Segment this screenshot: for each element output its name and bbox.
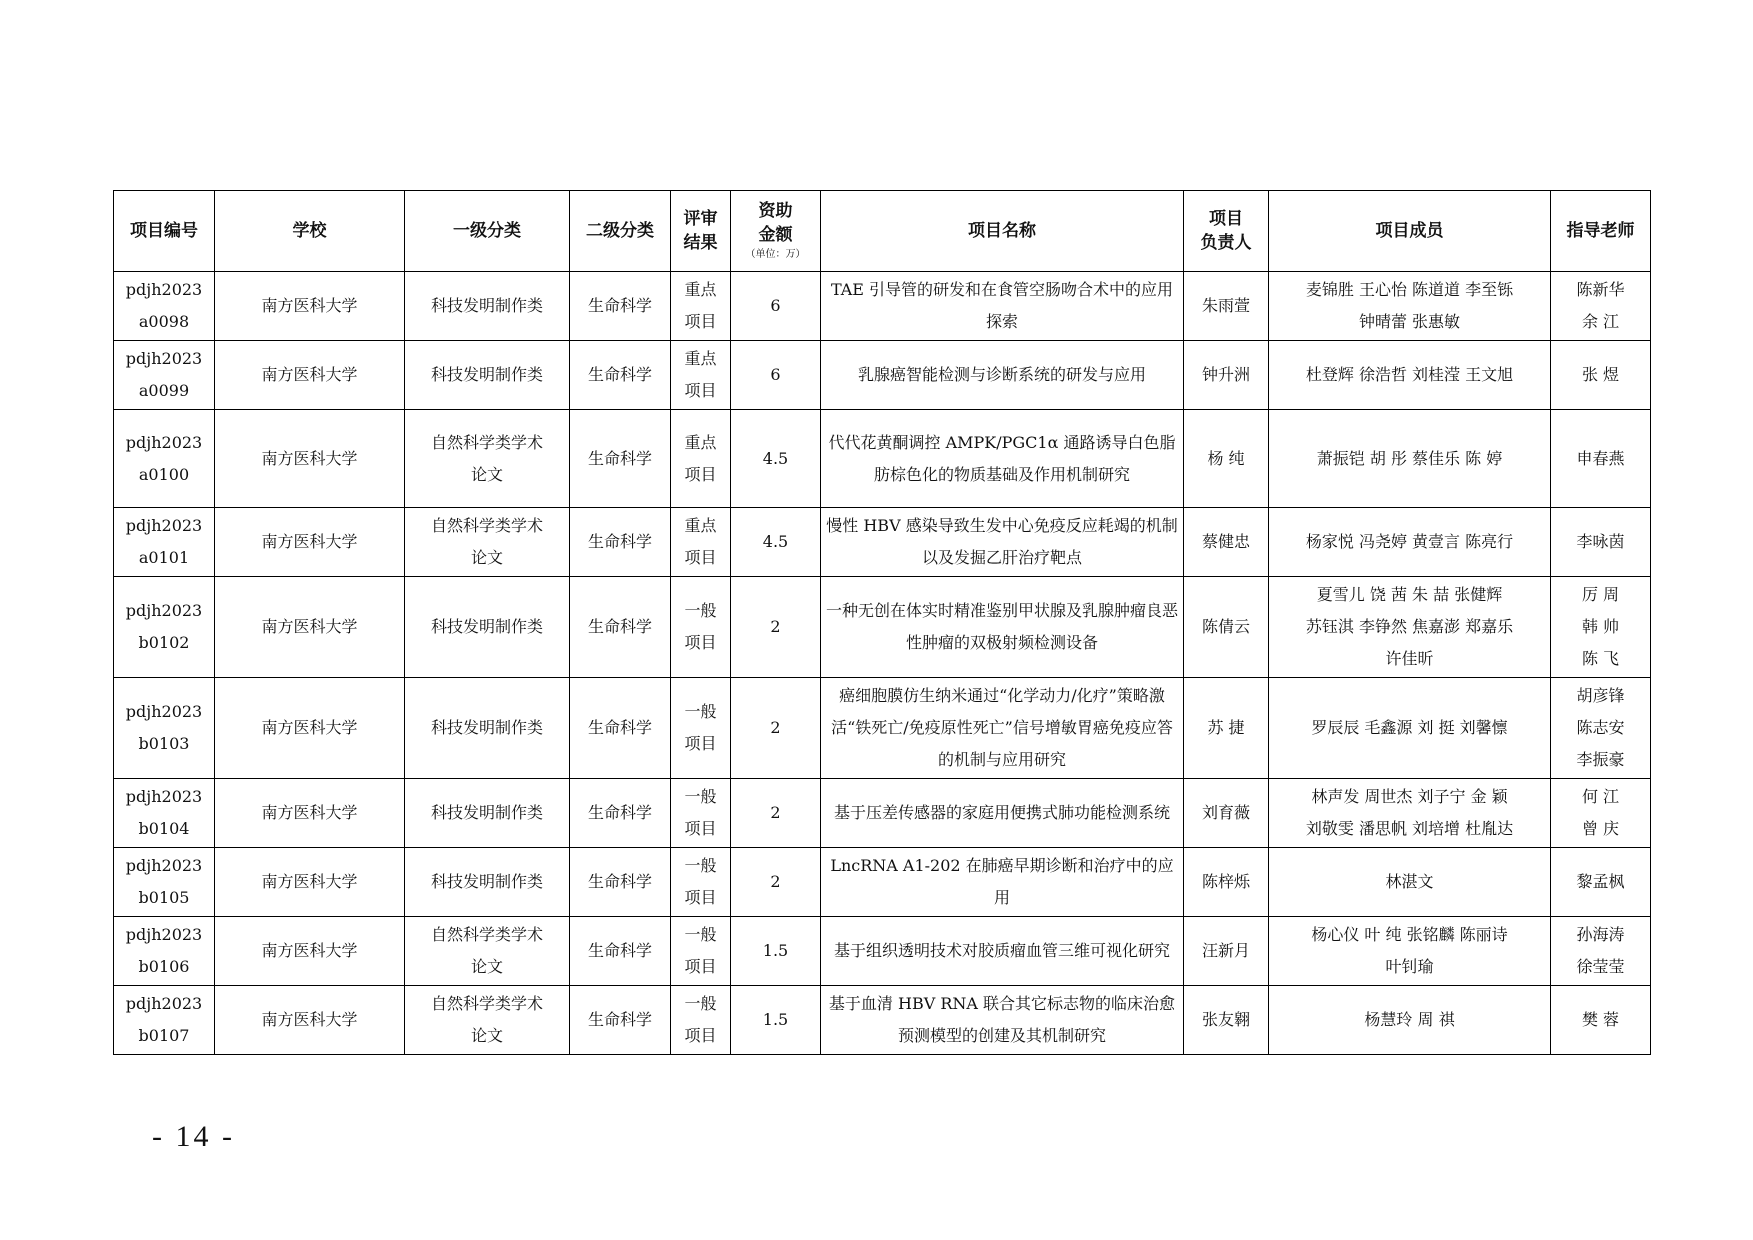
header-funding-unit: （单位：万） — [745, 249, 806, 260]
cell-project-members: 夏雪儿 饶 茜 朱 喆 张健辉 苏钰淇 李铮然 焦嘉澎 郑嘉乐 许佳昕 — [1269, 577, 1551, 678]
cell-category-2: 生命科学 — [570, 986, 671, 1055]
cell-advisor: 孙海涛 徐莹莹 — [1551, 917, 1651, 986]
cell-school: 南方医科大学 — [215, 272, 405, 341]
cell-review-result: 重点 项目 — [671, 272, 731, 341]
cell-review-result: 一般 项目 — [671, 986, 731, 1055]
cell-school: 南方医科大学 — [215, 848, 405, 917]
cell-project-id: pdjh2023 b0104 — [114, 779, 215, 848]
cell-review-result: 重点 项目 — [671, 341, 731, 410]
cell-project-id: pdjh2023 a0098 — [114, 272, 215, 341]
cell-funding-amount: 1.5 — [731, 986, 821, 1055]
cell-project-id: pdjh2023 b0105 — [114, 848, 215, 917]
cell-funding-amount: 6 — [731, 272, 821, 341]
cell-category-1: 自然科学类学术 论文 — [405, 410, 570, 508]
cell-project-name: 乳腺癌智能检测与诊断系统的研发与应用 — [821, 341, 1184, 410]
cell-project-name: 癌细胞膜仿生纳米通过“化学动力/化疗”策略激活“铁死亡/免疫原性死亡”信号增敏胃癌免疫应答的机制与应用研究 — [821, 678, 1184, 779]
cell-review-result: 一般 项目 — [671, 678, 731, 779]
cell-project-leader: 杨 纯 — [1184, 410, 1269, 508]
cell-advisor: 胡彦锋 陈志安 李振豪 — [1551, 678, 1651, 779]
cell-advisor: 李咏茵 — [1551, 508, 1651, 577]
page-number: - 14 - — [152, 1120, 235, 1153]
header-row — [114, 191, 1651, 272]
cell-project-name: 基于血清 HBV RNA 联合其它标志物的临床治愈预测模型的创建及其机制研究 — [821, 986, 1184, 1055]
cell-project-name: LncRNA A1-202 在肺癌早期诊断和治疗中的应用 — [821, 848, 1184, 917]
cell-category-1: 科技发明制作类 — [405, 678, 570, 779]
cell-category-1: 科技发明制作类 — [405, 848, 570, 917]
cell-category-2: 生命科学 — [570, 508, 671, 577]
cell-project-leader: 陈梓烁 — [1184, 848, 1269, 917]
table-row — [114, 410, 1651, 508]
cell-category-2: 生命科学 — [570, 917, 671, 986]
cell-advisor: 何 江 曾 庆 — [1551, 779, 1651, 848]
cell-project-id: pdjh2023 b0107 — [114, 986, 215, 1055]
cell-project-leader: 张友翱 — [1184, 986, 1269, 1055]
cell-project-id: pdjh2023 a0101 — [114, 508, 215, 577]
cell-category-1: 科技发明制作类 — [405, 272, 570, 341]
cell-project-leader: 汪新月 — [1184, 917, 1269, 986]
header-project-id: 项目编号 — [114, 191, 215, 272]
cell-advisor: 厉 周 韩 帅 陈 飞 — [1551, 577, 1651, 678]
cell-advisor: 陈新华 余 江 — [1551, 272, 1651, 341]
cell-advisor: 张 煜 — [1551, 341, 1651, 410]
cell-funding-amount: 2 — [731, 577, 821, 678]
cell-project-leader: 苏 捷 — [1184, 678, 1269, 779]
header-funding-amount-label: 资助 金额 — [758, 201, 793, 245]
cell-review-result: 一般 项目 — [671, 848, 731, 917]
cell-category-1: 自然科学类学术 论文 — [405, 917, 570, 986]
cell-school: 南方医科大学 — [215, 410, 405, 508]
cell-project-name: 一种无创在体实时精准鉴别甲状腺及乳腺肿瘤良恶性肿瘤的双极射频检测设备 — [821, 577, 1184, 678]
cell-review-result: 重点 项目 — [671, 508, 731, 577]
cell-project-name: 基于压差传感器的家庭用便携式肺功能检测系统 — [821, 779, 1184, 848]
cell-category-2: 生命科学 — [570, 272, 671, 341]
cell-project-name: 代代花黄酮调控 AMPK/PGC1α 通路诱导白色脂肪棕色化的物质基础及作用机制研究 — [821, 410, 1184, 508]
cell-project-name: 慢性 HBV 感染导致生发中心免疫反应耗竭的机制以及发掘乙肝治疗靶点 — [821, 508, 1184, 577]
cell-project-members: 杨慧玲 周 祺 — [1269, 986, 1551, 1055]
cell-review-result: 重点 项目 — [671, 410, 731, 508]
cell-funding-amount: 2 — [731, 848, 821, 917]
cell-school: 南方医科大学 — [215, 678, 405, 779]
cell-project-members: 杜登辉 徐浩哲 刘桂滢 王文旭 — [1269, 341, 1551, 410]
cell-project-id: pdjh2023 b0102 — [114, 577, 215, 678]
cell-project-members: 罗辰辰 毛鑫源 刘 挺 刘馨懔 — [1269, 678, 1551, 779]
cell-project-leader: 蔡健忠 — [1184, 508, 1269, 577]
cell-school: 南方医科大学 — [215, 508, 405, 577]
cell-funding-amount: 2 — [731, 779, 821, 848]
header-category-2: 二级分类 — [570, 191, 671, 272]
cell-category-1: 科技发明制作类 — [405, 341, 570, 410]
header-project-leader: 项目 负责人 — [1184, 191, 1269, 272]
table-row — [114, 986, 1651, 1055]
cell-project-members: 杨家悦 冯尧婷 黄壹言 陈亮行 — [1269, 508, 1551, 577]
cell-project-id: pdjh2023 a0100 — [114, 410, 215, 508]
header-review-result: 评审 结果 — [671, 191, 731, 272]
cell-project-leader: 钟升洲 — [1184, 341, 1269, 410]
cell-review-result: 一般 项目 — [671, 577, 731, 678]
cell-category-2: 生命科学 — [570, 848, 671, 917]
header-funding-amount — [731, 191, 821, 272]
cell-project-leader: 刘育薇 — [1184, 779, 1269, 848]
cell-school: 南方医科大学 — [215, 986, 405, 1055]
cell-funding-amount: 4.5 — [731, 508, 821, 577]
header-project-members: 项目成员 — [1269, 191, 1551, 272]
cell-project-members: 萧振铠 胡 彤 蔡佳乐 陈 婷 — [1269, 410, 1551, 508]
cell-school: 南方医科大学 — [215, 341, 405, 410]
cell-category-1: 科技发明制作类 — [405, 577, 570, 678]
cell-project-name: TAE 引导管的研发和在食管空肠吻合术中的应用探索 — [821, 272, 1184, 341]
cell-category-2: 生命科学 — [570, 410, 671, 508]
cell-project-id: pdjh2023 b0106 — [114, 917, 215, 986]
table-row — [114, 848, 1651, 917]
table-row — [114, 917, 1651, 986]
cell-school: 南方医科大学 — [215, 779, 405, 848]
cell-category-2: 生命科学 — [570, 341, 671, 410]
header-category-1: 一级分类 — [405, 191, 570, 272]
table-row — [114, 272, 1651, 341]
table-row — [114, 678, 1651, 779]
cell-project-leader: 朱雨萱 — [1184, 272, 1269, 341]
cell-category-1: 自然科学类学术 论文 — [405, 986, 570, 1055]
cell-funding-amount: 1.5 — [731, 917, 821, 986]
cell-project-name: 基于组织透明技术对胶质瘤血管三维可视化研究 — [821, 917, 1184, 986]
cell-advisor: 黎孟枫 — [1551, 848, 1651, 917]
header-school: 学校 — [215, 191, 405, 272]
cell-review-result: 一般 项目 — [671, 917, 731, 986]
cell-project-id: pdjh2023 b0103 — [114, 678, 215, 779]
cell-funding-amount: 2 — [731, 678, 821, 779]
cell-funding-amount: 4.5 — [731, 410, 821, 508]
cell-category-2: 生命科学 — [570, 779, 671, 848]
header-advisor: 指导老师 — [1551, 191, 1651, 272]
cell-funding-amount: 6 — [731, 341, 821, 410]
cell-advisor: 樊 蓉 — [1551, 986, 1651, 1055]
cell-category-1: 自然科学类学术 论文 — [405, 508, 570, 577]
cell-category-2: 生命科学 — [570, 577, 671, 678]
cell-advisor: 申春燕 — [1551, 410, 1651, 508]
table-row — [114, 779, 1651, 848]
cell-project-members: 林湛文 — [1269, 848, 1551, 917]
cell-school: 南方医科大学 — [215, 577, 405, 678]
cell-project-members: 杨心仪 叶 纯 张铭麟 陈丽诗 叶钊瑜 — [1269, 917, 1551, 986]
cell-project-leader: 陈倩云 — [1184, 577, 1269, 678]
cell-category-2: 生命科学 — [570, 678, 671, 779]
table-row — [114, 341, 1651, 410]
table-row — [114, 577, 1651, 678]
header-project-name: 项目名称 — [821, 191, 1184, 272]
cell-review-result: 一般 项目 — [671, 779, 731, 848]
cell-project-members: 林声发 周世杰 刘子宁 金 颖 刘敬雯 潘思帆 刘培增 杜胤达 — [1269, 779, 1551, 848]
cell-school: 南方医科大学 — [215, 917, 405, 986]
cell-project-id: pdjh2023 a0099 — [114, 341, 215, 410]
cell-project-members: 麦锦胜 王心怡 陈道道 李至铄 钟晴蕾 张惠敏 — [1269, 272, 1551, 341]
project-table — [113, 190, 1651, 1055]
table-row — [114, 508, 1651, 577]
cell-category-1: 科技发明制作类 — [405, 779, 570, 848]
